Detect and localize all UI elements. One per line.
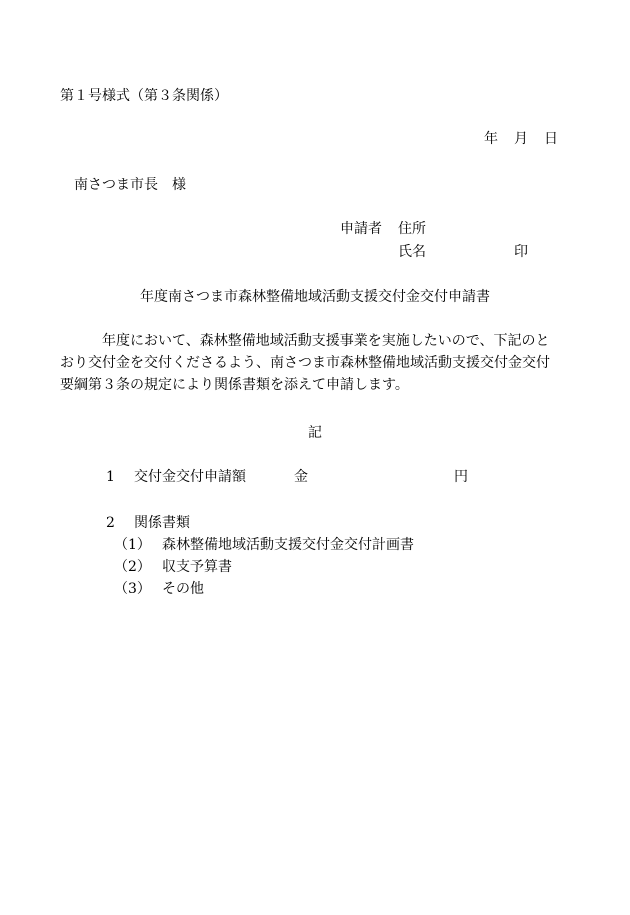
item1-label: 交付金交付申請額 (134, 469, 246, 485)
item1-number: 1 (106, 469, 115, 485)
body-line: 年度において、森林整備地域活動支援事業を実施したいので、下記のと (60, 333, 550, 349)
amount-unit: 円 (454, 469, 468, 485)
item2-number: 2 (106, 515, 115, 531)
applicant-label: 申請者 (340, 221, 382, 237)
subitem-number: （3） (114, 581, 151, 597)
ki-heading: 記 (308, 425, 322, 441)
date-month-label: 月 (514, 131, 528, 147)
subitem-text: 収支予算書 (162, 559, 232, 575)
date-year-label: 年 (484, 131, 498, 147)
addressee: 南さつま市長 様 (74, 177, 186, 193)
amount-prefix: 金 (294, 469, 308, 485)
address-label: 住所 (398, 221, 426, 237)
date-day-label: 日 (544, 131, 558, 147)
subitem-number: （1） (114, 537, 151, 553)
body-line: おり交付金を交付くださるよう、南さつま市森林整備地域活動支援交付金交付 (60, 355, 550, 371)
body-line: 要綱第３条の規定により関係書類を添えて申請します。 (60, 377, 409, 393)
subitem-text: その他 (162, 581, 204, 597)
subitem-text: 森林整備地域活動支援交付金交付計画書 (162, 537, 414, 553)
form-label: 第１号様式（第３条関係） (60, 88, 228, 104)
item2-label: 関係書類 (134, 515, 190, 531)
body-paragraph (60, 330, 580, 396)
subitem-number: （2） (114, 559, 151, 575)
name-label: 氏名 (398, 244, 426, 260)
document-title: 年度南さつま市森林整備地域活動支援交付金交付申請書 (140, 289, 490, 305)
seal-label: 印 (514, 244, 528, 260)
